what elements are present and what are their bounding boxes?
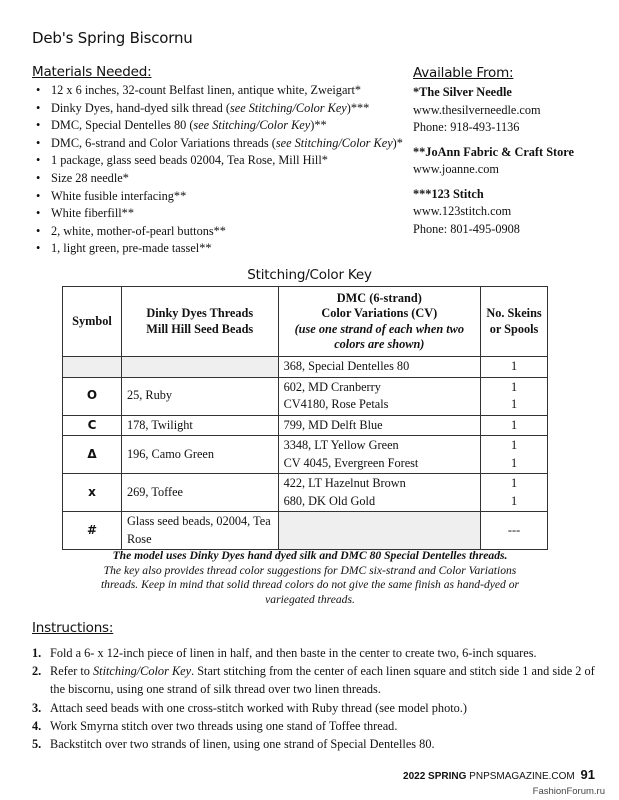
instruction-step: 2. Refer to Stitching/Color Key. Start stitching from the center of each linen square and stitch side 1 and side 2 of the biscornu, using one strand of silk thread over two linen threads. xyxy=(32,664,595,697)
table-row xyxy=(63,377,548,415)
materials-item: • 1, light green, pre-made tassel** xyxy=(34,240,404,258)
step-number: 3. xyxy=(32,700,42,715)
materials-item: • Size 28 needle* xyxy=(34,170,404,188)
key-note xyxy=(95,549,525,607)
available-heading: Available From: xyxy=(413,65,514,81)
instruction-step: 3. Attach seed beads with one cross-stitch worked with Ruby thread (see model photo.) xyxy=(32,699,602,717)
materials-item: • 2, white, mother-of-pearl buttons** xyxy=(34,223,404,241)
dinky-cell: Glass seed beads, 02004, Tea Rose xyxy=(121,512,278,550)
materials-item: • DMC, 6-strand and Color Variations threads (see Stitching/Color Key)* xyxy=(34,135,404,153)
materials-heading: Materials Needed: xyxy=(32,64,152,80)
dinky-cell xyxy=(121,357,278,378)
dinky-cell: 269, Toffee xyxy=(121,474,278,512)
instruction-step: 5. Backstitch over two strands of linen, using one strand of Special Dentelles 80. xyxy=(32,735,602,753)
footer-season: 2022 SPRING xyxy=(403,771,467,782)
key-note-text: The key also provides thread color suggestions for DMC six-strand and Color Variations threads. Keep in mind that solid thread colors do not give the same finish as hand-dyed or variegated threads. xyxy=(100,563,520,606)
dinky-cell: 196, Camo Green xyxy=(121,436,278,474)
materials-item: • White fiberfill** xyxy=(34,205,404,223)
materials-item: • DMC, Special Dentelles 80 (see Stitching/Color Key)** xyxy=(34,117,404,135)
instructions-list xyxy=(32,644,602,753)
materials-item: • 12 x 6 inches, 32-count Belfast linen, antique white, Zweigart* xyxy=(34,82,404,100)
color-key-table xyxy=(62,286,548,550)
store-website: www.123stitch.com xyxy=(413,204,512,218)
materials-item: • 1 package, glass seed beads 02004, Tea Rose, Mill Hill* xyxy=(34,152,404,170)
store-phone: Phone: 918-493-1136 xyxy=(413,120,520,134)
step-number: 1. xyxy=(32,646,42,660)
header-symbol: Symbol xyxy=(63,287,122,357)
instructions-heading: Instructions: xyxy=(32,620,114,636)
materials-item: • White fusible interfacing** xyxy=(34,188,404,206)
available-from xyxy=(413,64,613,245)
dinky-cell: 178, Twilight xyxy=(121,415,278,436)
dmc-cell xyxy=(278,512,480,550)
dmc-cell: 3348, LT Yellow Green CV 4045, Evergreen Forest xyxy=(278,436,480,474)
table-row xyxy=(63,415,548,436)
footer-site: PNPSMAGAZINE.COM xyxy=(469,771,575,782)
symbol-cell xyxy=(63,357,122,378)
skeins-cell: 1 xyxy=(481,415,548,436)
watermark: FashionForum.ru xyxy=(532,786,605,797)
dmc-cell: 799, MD Delft Blue xyxy=(278,415,480,436)
symbol-cell: # xyxy=(63,512,122,550)
skeins-cell: 1 1 xyxy=(481,436,548,474)
symbol-cell: C xyxy=(63,415,122,436)
key-title: Stitching/Color Key xyxy=(247,267,372,283)
step-number: 4. xyxy=(32,718,42,733)
skeins-cell: 1 1 xyxy=(481,377,548,415)
dinky-cell: 25, Ruby xyxy=(121,377,278,415)
store xyxy=(413,84,613,137)
store-name: ***123 Stitch xyxy=(413,186,484,201)
store-name: **JoAnn Fabric & Craft Store xyxy=(413,144,574,159)
header-dinky: Dinky Dyes Threads Mill Hill Seed Beads xyxy=(121,287,278,357)
key-note-bold: The model uses Dinky Dyes hand dyed silk and DMC 80 Special Dentelles threads. xyxy=(112,549,508,562)
table-row xyxy=(63,512,548,550)
symbol-cell: Δ xyxy=(63,436,122,474)
header-dmc: DMC (6-strand) Color Variations (CV) (use one strand of each when two colors are shown) xyxy=(278,287,480,357)
page-title: Deb's Spring Biscornu xyxy=(32,29,193,47)
page-number: 91 xyxy=(580,767,595,782)
page-footer xyxy=(403,767,595,782)
store-website: www.joanne.com xyxy=(413,162,499,176)
store-website: www.thesilverneedle.com xyxy=(413,102,541,117)
table-header-row xyxy=(63,287,548,357)
instruction-step: 4. Work Smyrna stitch over two threads using one stand of Toffee thread. xyxy=(32,717,602,735)
step-number: 5. xyxy=(32,737,42,752)
store xyxy=(413,144,613,179)
dmc-cell: 368, Special Dentelles 80 xyxy=(278,357,480,378)
store-name: *The Silver Needle xyxy=(413,85,512,99)
table-row xyxy=(63,474,548,512)
skeins-cell: 1 xyxy=(481,357,548,378)
store-phone: Phone: 801-495-0908 xyxy=(413,221,520,236)
materials-list xyxy=(34,82,404,258)
store xyxy=(413,186,613,239)
table-row xyxy=(63,357,548,378)
symbol-cell: O xyxy=(63,377,122,415)
skeins-cell: --- xyxy=(481,512,548,550)
skeins-cell: 1 1 xyxy=(481,474,548,512)
instruction-step: 1. Fold a 6- x 12-inch piece of linen in half, and then baste in the center to create two, 6-inch squares. xyxy=(32,644,602,662)
dmc-cell: 422, LT Hazelnut Brown 680, DK Old Gold xyxy=(278,474,480,512)
step-number: 2. xyxy=(32,664,42,679)
dmc-cell: 602, MD Cranberry CV4180, Rose Petals xyxy=(278,377,480,415)
symbol-cell: x xyxy=(63,474,122,512)
header-skeins: No. Skeins or Spools xyxy=(481,287,548,357)
materials-item: • Dinky Dyes, hand-dyed silk thread (see Stitching/Color Key)*** xyxy=(34,100,404,118)
table-row xyxy=(63,436,548,474)
